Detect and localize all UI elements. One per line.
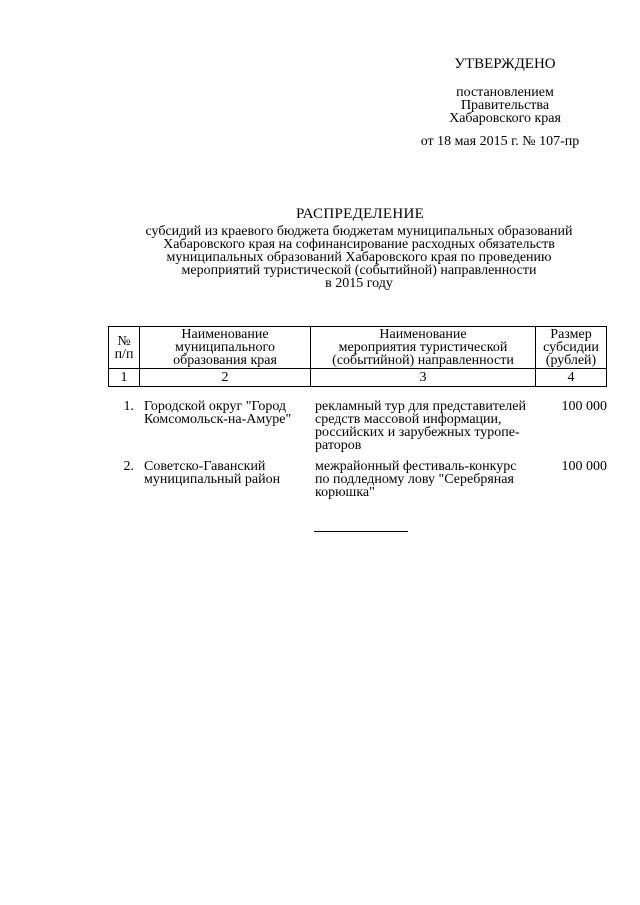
header-event: Наименование мероприятия туристической (событийной) направленности — [311, 327, 536, 369]
column-number-row — [109, 369, 607, 387]
approval-heading: УТВЕРЖДЕНО — [454, 56, 556, 72]
approval-line: постановлением — [456, 85, 554, 100]
column-number: 2 — [140, 369, 311, 387]
approval-date: от 18 мая 2015 г. № 107-пр — [420, 134, 580, 149]
row-municipality: Городской округ "Город Комсомольск-на-Амуре" — [144, 399, 292, 427]
approval-line: Хабаровского края — [449, 111, 561, 126]
approval-line: Правительства — [460, 98, 550, 113]
approval-stamp — [405, 58, 605, 148]
column-number: 3 — [311, 369, 536, 387]
document-subtitle — [84, 225, 634, 290]
end-divider — [314, 531, 408, 532]
subtitle-line: муниципальных образований Хабаровского края по проведению — [166, 250, 552, 265]
row-number: 2. — [123, 459, 134, 474]
header-number: № п/п — [109, 327, 140, 369]
distribution-table-header — [108, 326, 607, 387]
row-number: 1. — [123, 399, 134, 414]
subtitle-line: мероприятий туристической (событийной) направленности — [181, 263, 537, 278]
header-amount: Размер субсидии (рублей) — [536, 327, 607, 369]
row-event: рекламный тур для представителей средств массовой информации, российских и зарубежных туропе- раторов — [315, 399, 526, 453]
row-amount: 100 000 — [561, 459, 607, 474]
subtitle-line: субсидий из краевого бюджета бюджетам муниципальных образований — [145, 224, 573, 239]
header-municipality: Наименование муниципального образования края — [140, 327, 311, 369]
column-number: 1 — [109, 369, 140, 387]
document-title: РАСПРЕДЕЛЕНИЕ — [295, 206, 425, 222]
row-amount: 100 000 — [561, 399, 607, 414]
row-municipality: Советско-Гаванский муниципальный район — [144, 459, 281, 487]
row-event: межрайонный фестиваль-конкурс по подледному лову "Серебряная корюшка" — [315, 459, 517, 500]
header-row — [109, 327, 607, 369]
column-number: 4 — [536, 369, 607, 387]
subtitle-line: в 2015 году — [325, 276, 393, 291]
subtitle-line: Хабаровского края на софинансирование расходных обязательств — [163, 237, 555, 252]
